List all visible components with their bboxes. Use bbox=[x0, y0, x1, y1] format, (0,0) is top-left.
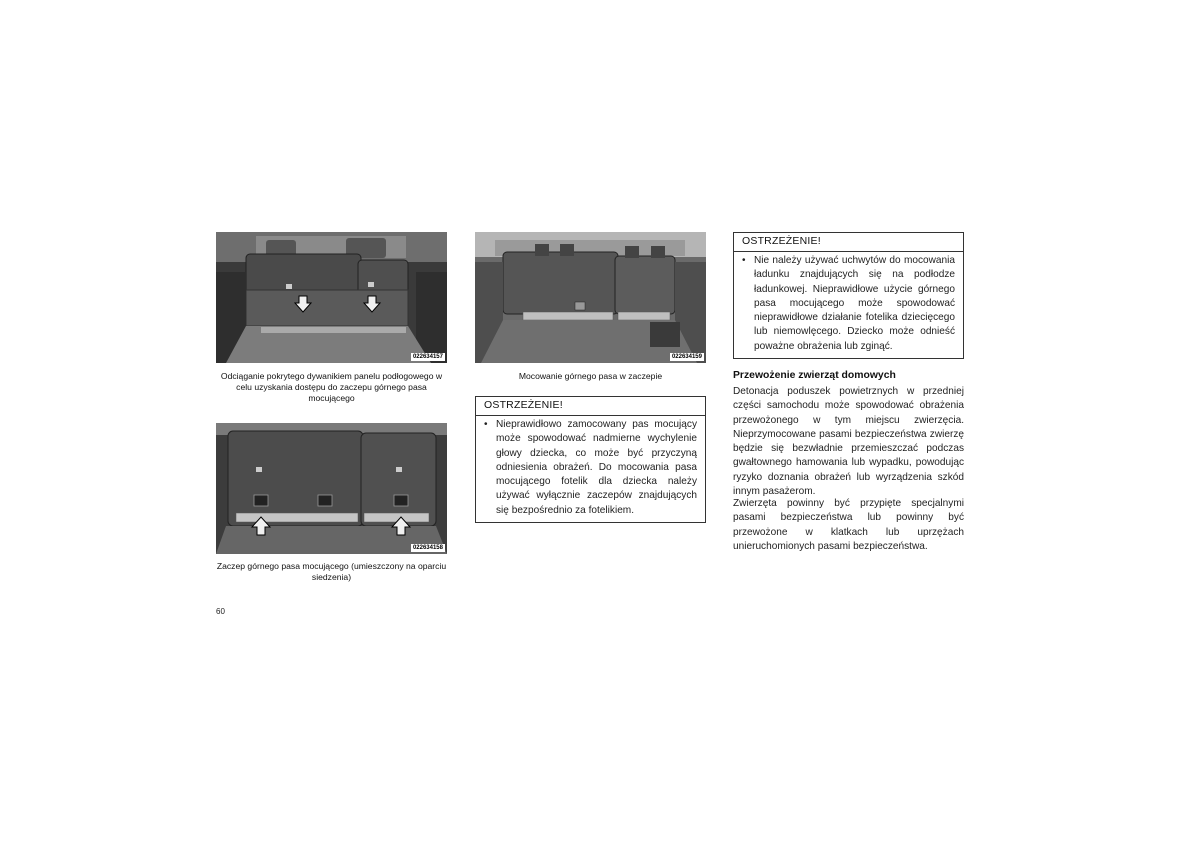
warning-text: Nieprawidłowo zamocowany pas mocujący może spowodować nadmierne wychylenie głowy dziecka, co może być przyczyną odniesienia obrażeń. Do mocowania pasa mocującego fotelik dla dziecka należy używać wyłącznie zaczepów znajdujących się bezpośrednio za fotelikiem. bbox=[496, 419, 697, 516]
seatback-tether-anchors-illustration bbox=[216, 423, 447, 554]
bullet-icon: • bbox=[742, 255, 746, 266]
warning-title: OSTRZEŻENIE! bbox=[734, 233, 963, 252]
warning-box-tether bbox=[475, 396, 706, 523]
pets-paragraph-2: Zwierzęta powinny być przypięte specjalnymi pasami bezpieczeństwa lub powinny być przewożone w klatkach lub uprzężach unieruchomionych pasami bezpieczeństwa. bbox=[733, 498, 964, 552]
bullet-icon: • bbox=[484, 419, 488, 430]
cargo-tether-anchor-illustration bbox=[475, 232, 706, 363]
warning-body bbox=[476, 416, 705, 522]
cargo-floor-panel-illustration bbox=[216, 232, 447, 363]
warning-box-cargo-anchors bbox=[733, 232, 964, 359]
cargo-floor-panel-photo bbox=[216, 232, 447, 363]
cargo-tether-anchor-photo bbox=[475, 232, 706, 363]
warning-body bbox=[734, 252, 963, 358]
seatback-tether-anchors-photo bbox=[216, 423, 447, 554]
caption-anchor: Mocowanie górnego pasa w zaczepie bbox=[518, 371, 663, 381]
caption-seatback: Zaczep górnego pasa mocującego (umieszczony na oparciu siedzenia) bbox=[216, 561, 447, 582]
section-heading-pets: Przewożenie zwierząt domowych bbox=[733, 370, 896, 381]
warning-title: OSTRZEŻENIE! bbox=[476, 397, 705, 416]
page-number: 60 bbox=[216, 607, 225, 616]
photo-code-label: 022634157 bbox=[412, 354, 443, 360]
warning-text: Nie należy używać uchwytów do mocowania ładunku znajdujących się na podłodze ładunkowej. Nieprawidłowe użycie górnego pasa mocującego może spowodować nieprawidłowe działanie fotelika dziecięcego lub niemowlęcego. Dziecko może odnieść poważne obrażenia lub zginąć. bbox=[754, 255, 955, 352]
photo-code-label: 022634159 bbox=[671, 354, 702, 360]
caption-floor-panel: Odciąganie pokrytego dywanikiem panelu podłogowego w celu uzyskania dostępu do zaczepu górnego pasa mocującego bbox=[220, 371, 443, 403]
photo-code-label: 022634158 bbox=[412, 545, 443, 551]
pets-paragraph-1: Detonacja poduszek powietrznych w przedniej części samochodu może spowodować obrażenia przewożonego w tym miejscu zwierzęcia. Nieprzymocowane pasami bezpieczeństwa zwierzę będzie się bezwładnie przemieszczać podczas gwałtownego hamowania lub wypadku, powodując ryzyko doznania obrażeń lub wyrządzenia szkód innym pasażerom. bbox=[733, 386, 964, 498]
